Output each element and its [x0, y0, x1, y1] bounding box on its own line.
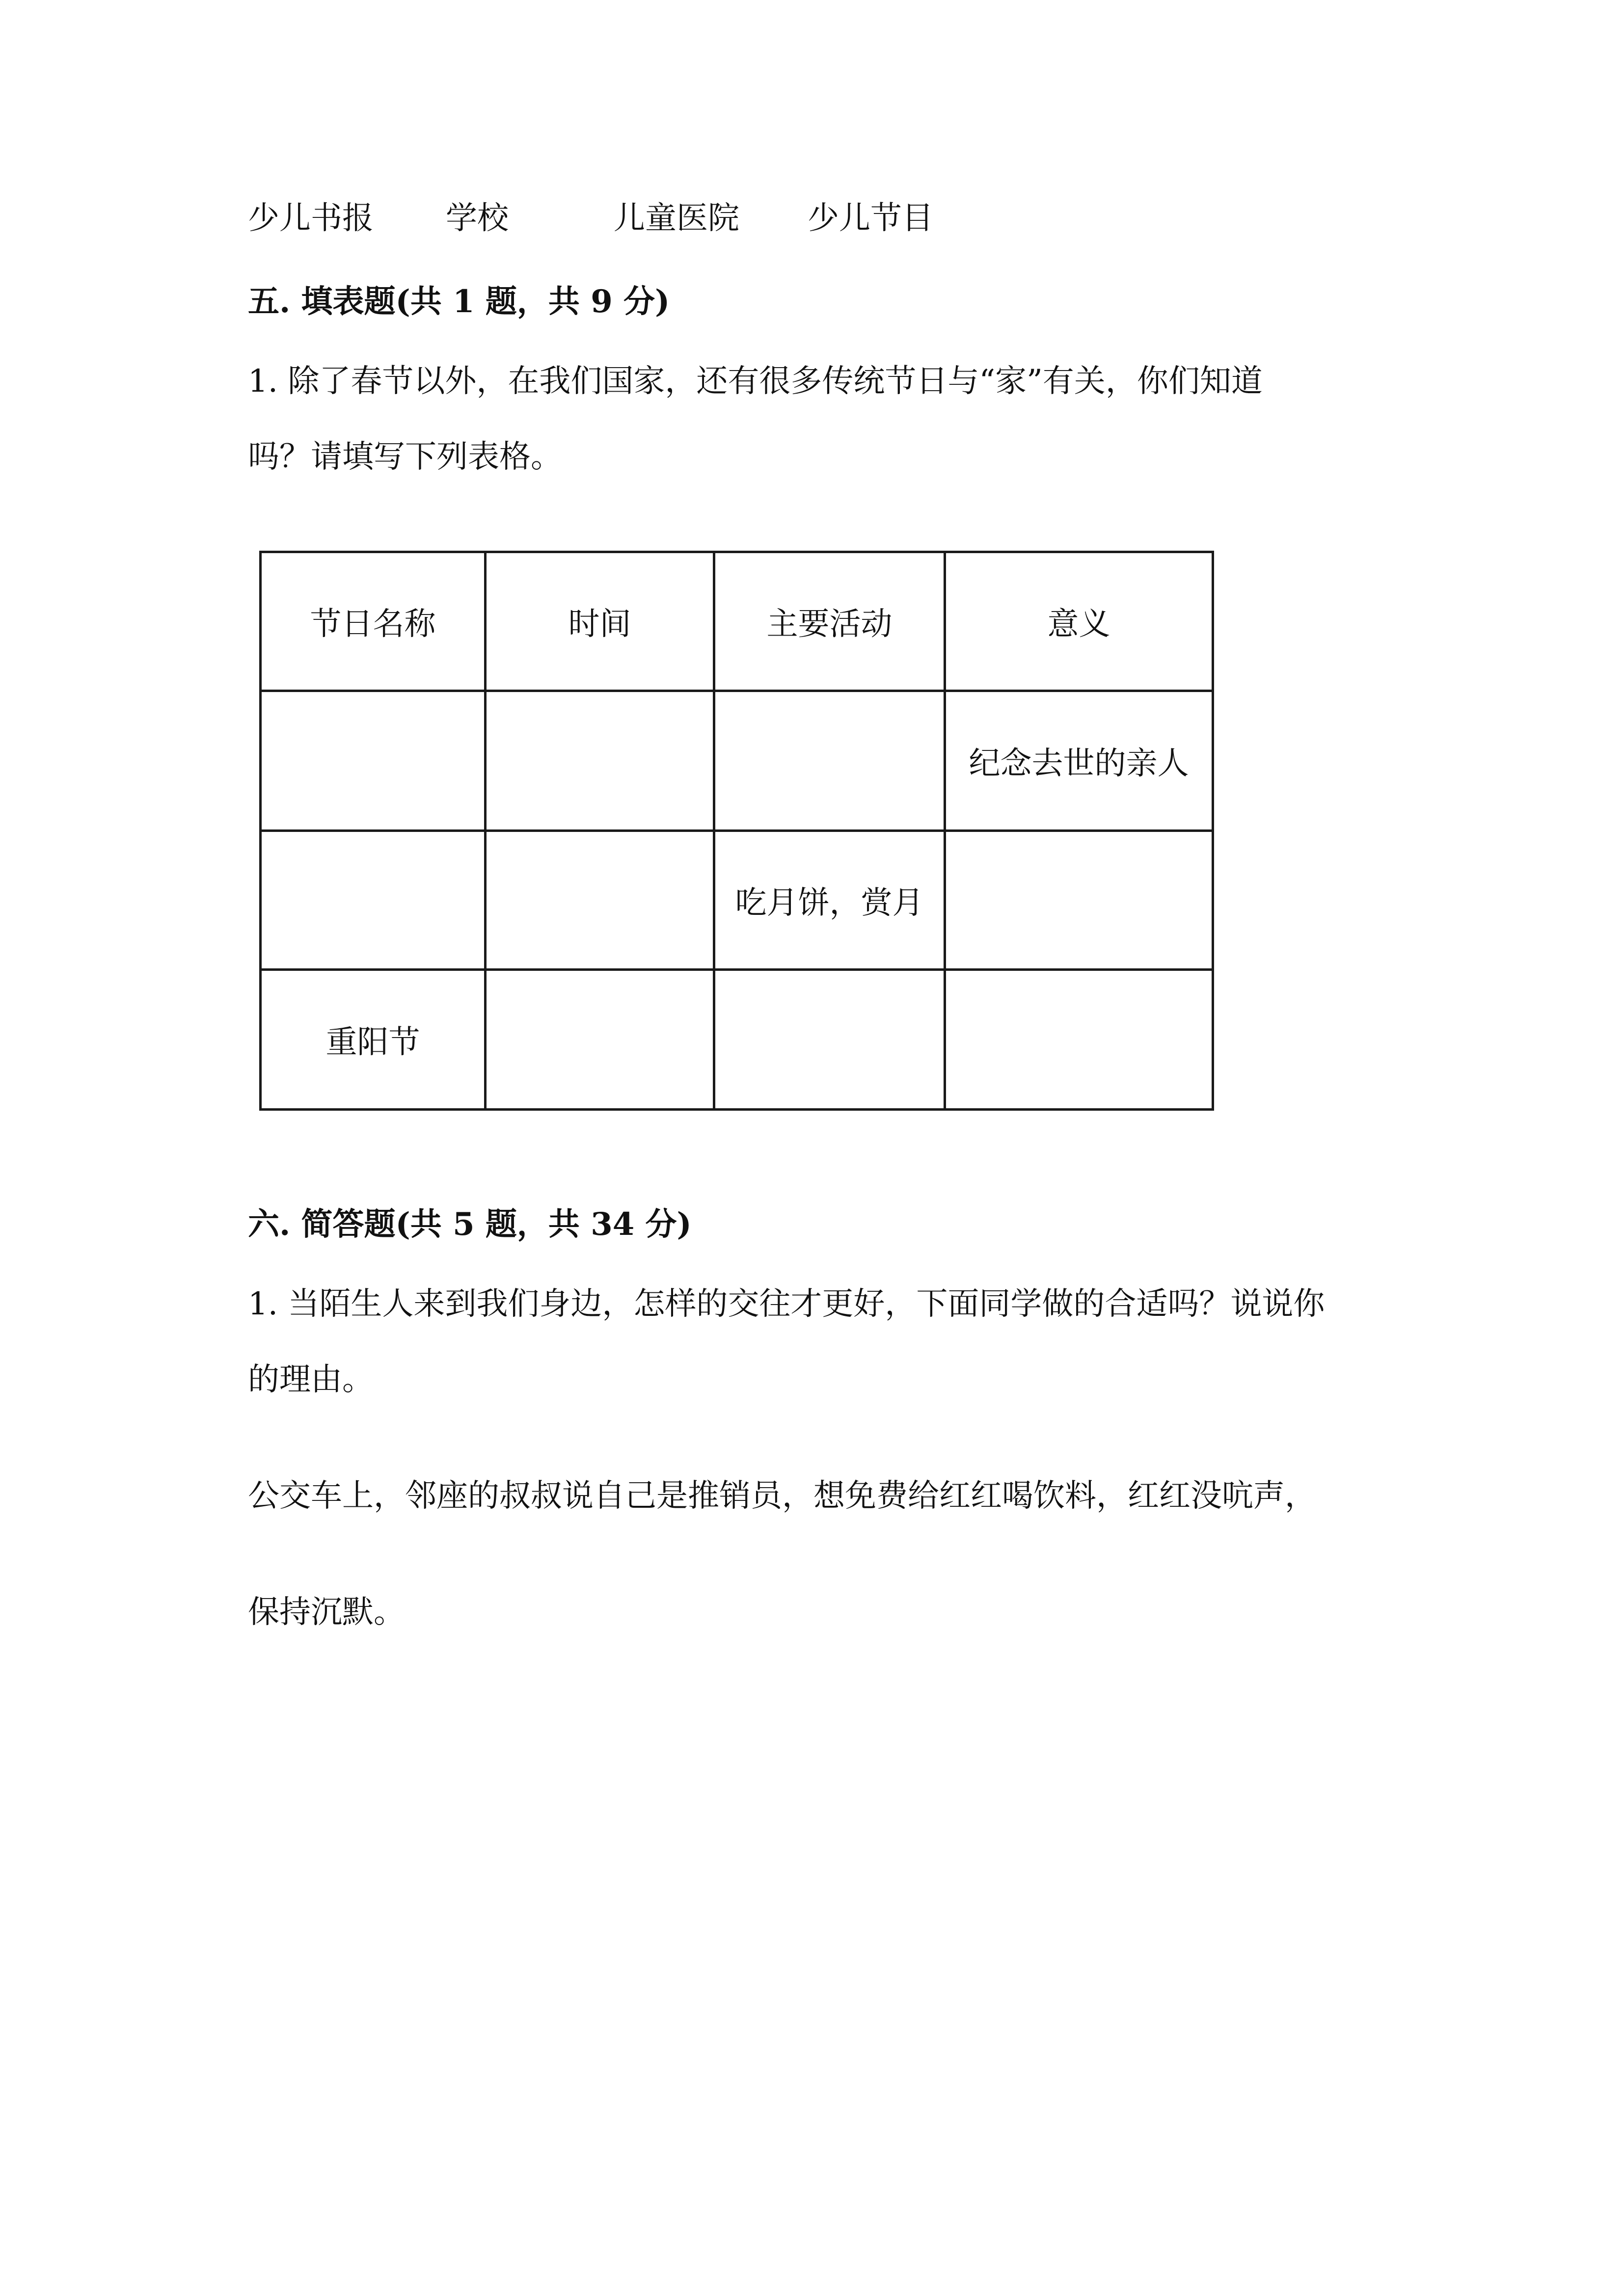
option-1: 少儿书报 [248, 200, 374, 237]
section-5-heading: 五. 填表题(共 1 题，共 9 分) [248, 283, 670, 320]
section-5-question-line-2: 吗？请填写下列表格。 [248, 439, 562, 475]
table-cell[interactable] [945, 831, 1213, 970]
table-cell: 吃月饼，赏月 [714, 831, 945, 970]
option-3: 儿童医院 [614, 200, 739, 237]
table-row [261, 970, 1213, 1110]
section-6-question-line-1: 1. 当陌生人来到我们身边，怎样的交往才更好，下面同学做的合适吗？说说你 [248, 1286, 1325, 1322]
section-6-heading: 六. 简答题(共 5 题，共 34 分) [248, 1206, 692, 1243]
header-time: 时间 [486, 552, 714, 691]
table-row [261, 831, 1213, 970]
option-4: 少儿节目 [808, 200, 933, 237]
table-cell[interactable] [714, 970, 945, 1110]
table-cell[interactable] [261, 691, 486, 831]
header-festival-name: 节日名称 [261, 552, 486, 691]
table-header-row [261, 552, 1213, 691]
table-cell[interactable] [486, 691, 714, 831]
table-cell: 重阳节 [261, 970, 486, 1110]
table-cell[interactable] [261, 831, 486, 970]
header-meaning: 意义 [945, 552, 1213, 691]
section-5-question-line-1: 1. 除了春节以外，在我们国家，还有很多传统节日与“家”有关，你们知道 [248, 363, 1263, 400]
header-main-activity: 主要活动 [714, 552, 945, 691]
scenario-line-1: 公交车上，邻座的叔叔说自己是推销员，想免费给红红喝饮料，红红没吭声， [248, 1478, 1316, 1514]
table-cell: 纪念去世的亲人 [945, 691, 1213, 831]
festival-table [259, 551, 1214, 1111]
table-cell[interactable] [486, 970, 714, 1110]
section-6-question-line-2: 的理由。 [248, 1362, 374, 1398]
options-row [248, 199, 1033, 238]
table-row [261, 691, 1213, 831]
scenario-line-2: 保持沉默。 [248, 1594, 405, 1630]
table-cell[interactable] [714, 691, 945, 831]
table-cell[interactable] [486, 831, 714, 970]
option-2: 学校 [446, 200, 509, 237]
table-cell[interactable] [945, 970, 1213, 1110]
